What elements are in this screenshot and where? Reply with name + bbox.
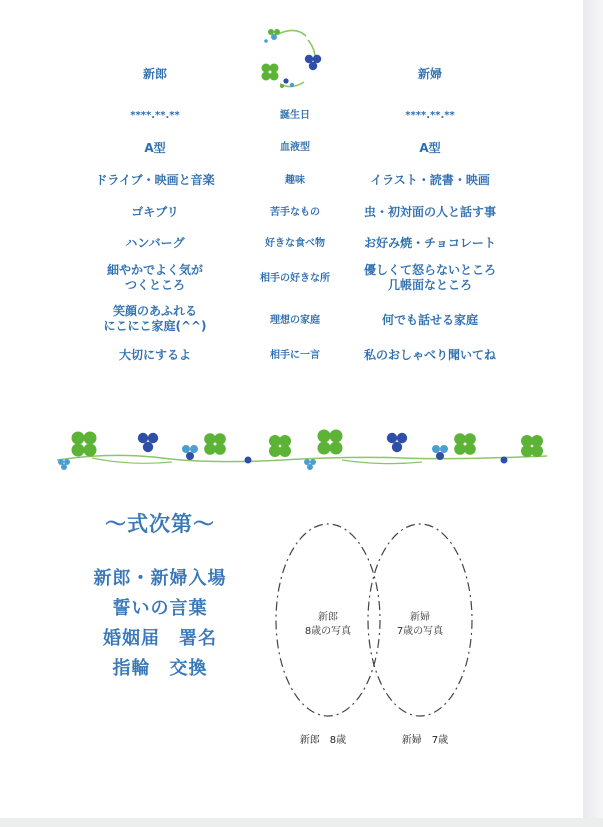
bride-hobby: イラスト・読書・映画: [370, 173, 490, 187]
bride-message: 私のおしゃべり聞いてね: [363, 348, 496, 362]
groom-ideal-home: 笑顔のあふれる にこにこ家庭(^^): [103, 304, 207, 333]
groom-photo-label: 新郎 8歳の写真: [304, 612, 352, 637]
label-blood-type: 血液型: [280, 142, 310, 153]
groom-photo-caption: 新郎 8歳: [299, 735, 347, 746]
groom-column-title: 新郎: [142, 67, 167, 81]
page-bottom-edge: [0, 818, 603, 827]
bride-birthday: ****.**.**: [405, 110, 455, 121]
label-birthday: 誕生日: [280, 110, 310, 121]
groom-birthday: ****.**.**: [130, 110, 180, 121]
groom-blood-type: A型: [144, 141, 166, 155]
bride-ideal-home: 何でも話せる家庭: [381, 313, 478, 327]
groom-hobby: ドライブ・映画と音楽: [95, 173, 215, 187]
label-likes-about-partner: 相手の好きな所: [260, 273, 330, 284]
label-dislike: 苦手なもの: [270, 207, 320, 218]
bride-dislike: 虫・初対面の人と話す事: [363, 205, 496, 219]
ceremony-item-entrance: 新郎・新婦入場: [93, 568, 227, 589]
label-favorite-food: 好きな食べ物: [265, 238, 325, 249]
clover-wreath-icon: [256, 24, 336, 96]
ceremony-title: ～式次第～: [105, 512, 215, 536]
page-edge: [583, 0, 603, 827]
ceremony-item-vows: 誓いの言葉: [112, 598, 208, 619]
bride-blood-type: A型: [419, 141, 441, 155]
bride-column-title: 新婦: [417, 67, 442, 81]
ceremony-item-ring-exchange: 指輪 交換: [112, 658, 208, 679]
ceremony-item-marriage-registration: 婚姻届 署名: [103, 628, 217, 649]
bride-photo-caption: 新婦 7歳: [401, 735, 449, 746]
bride-photo-label: 新婦 7歳の写真: [396, 612, 444, 637]
bride-likes-about-partner: 優しくて怒らないところ 几帳面なところ: [363, 263, 496, 292]
label-hobby: 趣味: [285, 175, 305, 186]
groom-likes-about-partner: 細やかでよく気が つくところ: [106, 263, 203, 292]
groom-message: 大切にするよ: [118, 348, 191, 362]
groom-dislike: ゴキブリ: [131, 205, 179, 219]
groom-favorite-food: ハンバーグ: [125, 236, 185, 250]
bride-favorite-food: お好み焼・チョコレート: [364, 236, 496, 250]
label-ideal-home: 理想の家庭: [270, 315, 320, 326]
clover-vine-divider: [52, 422, 552, 482]
label-message: 相手に一言: [270, 350, 320, 361]
